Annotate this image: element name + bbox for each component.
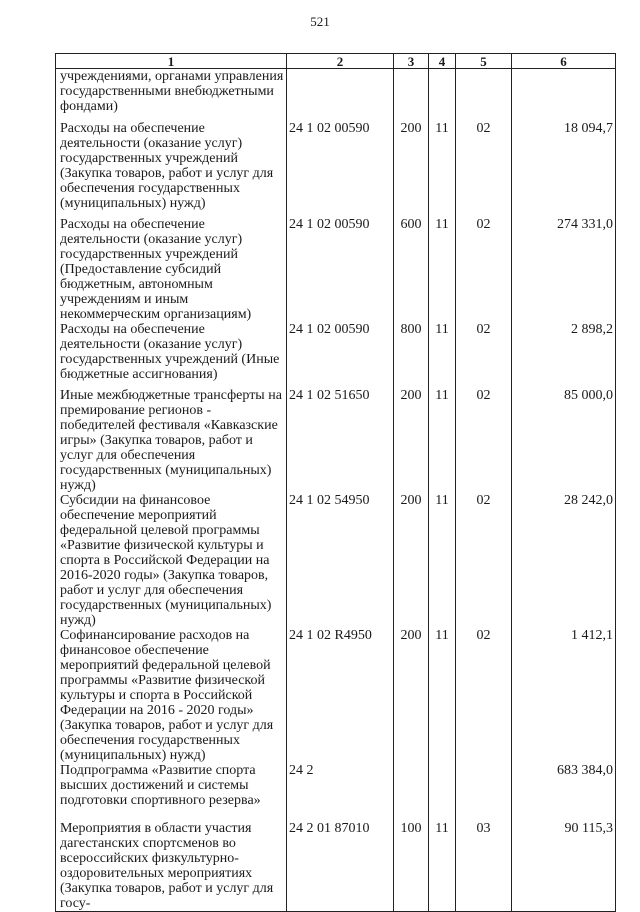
table-row bbox=[56, 121, 616, 217]
row-description: Мероприятия в области участия дагестанских спортсменов во всероссийских физкультурно-оздоровительных мероприятиях (Закупка товаров, работ и услуг для госу- bbox=[56, 821, 287, 912]
row-vr: 800 bbox=[394, 322, 429, 388]
col-header-sum: 6 bbox=[512, 54, 616, 69]
row-description: учреждениями, органами управления государственными внебюджетными фондами) bbox=[56, 69, 287, 121]
col-header-name: 1 bbox=[56, 54, 287, 69]
row-code: 24 1 02 R4950 bbox=[287, 628, 394, 763]
row-code: 24 2 bbox=[287, 763, 394, 821]
row-sum: 28 242,0 bbox=[512, 493, 616, 628]
row-rz: 11 bbox=[429, 821, 456, 912]
table-row bbox=[56, 628, 616, 763]
row-sum: 18 094,7 bbox=[512, 121, 616, 217]
row-code bbox=[287, 69, 394, 121]
row-code: 24 1 02 54950 bbox=[287, 493, 394, 628]
row-code: 24 1 02 51650 bbox=[287, 388, 394, 493]
row-sum: 683 384,0 bbox=[512, 763, 616, 821]
row-rz bbox=[429, 763, 456, 821]
table-row bbox=[56, 322, 616, 388]
row-rz bbox=[429, 69, 456, 121]
table-row bbox=[56, 821, 616, 912]
row-description: Софинансирование расходов на финансовое обеспечение мероприятий федеральной целевой программы «Развитие физической культуры и спорта в Российской Федерации на 2016 - 2020 годы» (Закупка товаров, работ и услуг для обеспечения государственных (муниципальных) нужд) bbox=[56, 628, 287, 763]
row-vr bbox=[394, 763, 429, 821]
row-sum: 2 898,2 bbox=[512, 322, 616, 388]
row-rz: 11 bbox=[429, 322, 456, 388]
row-pr: 02 bbox=[456, 121, 512, 217]
row-sum: 90 115,3 bbox=[512, 821, 616, 912]
row-description: Субсидии на финансовое обеспечение мероприятий федеральной целевой программы «Развитие физической культуры и спорта в Российской Федерации на 2016-2020 годы» (Закупка товаров, работ и услуг для обеспечения государственных (муниципальных) нужд) bbox=[56, 493, 287, 628]
row-pr bbox=[456, 69, 512, 121]
page-number: 521 bbox=[310, 14, 330, 29]
row-vr bbox=[394, 69, 429, 121]
row-vr: 600 bbox=[394, 217, 429, 322]
budget-table bbox=[55, 53, 616, 912]
header-row bbox=[56, 54, 616, 69]
row-code: 24 2 01 87010 bbox=[287, 821, 394, 912]
row-vr: 200 bbox=[394, 628, 429, 763]
col-header-pr: 5 bbox=[456, 54, 512, 69]
row-pr: 02 bbox=[456, 322, 512, 388]
row-sum bbox=[512, 69, 616, 121]
col-header-vr: 3 bbox=[394, 54, 429, 69]
table-row bbox=[56, 493, 616, 628]
col-header-rz: 4 bbox=[429, 54, 456, 69]
table-row bbox=[56, 69, 616, 121]
row-code: 24 1 02 00590 bbox=[287, 121, 394, 217]
row-pr: 02 bbox=[456, 493, 512, 628]
table-row bbox=[56, 763, 616, 821]
row-description: Расходы на обеспечение деятельности (оказание услуг) государственных учреждений (Предоставление субсидий бюджетным, автономным учреждениям и иным некоммерческим организациям) bbox=[56, 217, 287, 322]
row-sum: 274 331,0 bbox=[512, 217, 616, 322]
row-description: Подпрограмма «Развитие спорта высших достижений и системы подготовки спортивного резерва» bbox=[56, 763, 287, 821]
row-rz: 11 bbox=[429, 388, 456, 493]
row-code: 24 1 02 00590 bbox=[287, 217, 394, 322]
row-code: 24 1 02 00590 bbox=[287, 322, 394, 388]
row-description: Иные межбюджетные трансферты на премирование регионов - победителей фестиваля «Кавказские игры» (Закупка товаров, работ и услуг для обеспечения государственных (муниципальных) нужд) bbox=[56, 388, 287, 493]
row-pr: 02 bbox=[456, 628, 512, 763]
row-description: Расходы на обеспечение деятельности (оказание услуг) государственных учреждений (Закупка товаров, работ и услуг для обеспечения государственных (муниципальных) нужд) bbox=[56, 121, 287, 217]
row-vr: 200 bbox=[394, 388, 429, 493]
row-pr bbox=[456, 763, 512, 821]
col-header-code: 2 bbox=[287, 54, 394, 69]
row-rz: 11 bbox=[429, 493, 456, 628]
row-pr: 03 bbox=[456, 821, 512, 912]
row-description: Расходы на обеспечение деятельности (оказание услуг) государственных учреждений (Иные бюджетные ассигнования) bbox=[56, 322, 287, 388]
row-vr: 200 bbox=[394, 121, 429, 217]
row-vr: 200 bbox=[394, 493, 429, 628]
row-rz: 11 bbox=[429, 121, 456, 217]
table-row bbox=[56, 217, 616, 322]
table-row bbox=[56, 388, 616, 493]
row-pr: 02 bbox=[456, 217, 512, 322]
row-pr: 02 bbox=[456, 388, 512, 493]
row-sum: 85 000,0 bbox=[512, 388, 616, 493]
row-vr: 100 bbox=[394, 821, 429, 912]
row-rz: 11 bbox=[429, 628, 456, 763]
row-rz: 11 bbox=[429, 217, 456, 322]
row-sum: 1 412,1 bbox=[512, 628, 616, 763]
